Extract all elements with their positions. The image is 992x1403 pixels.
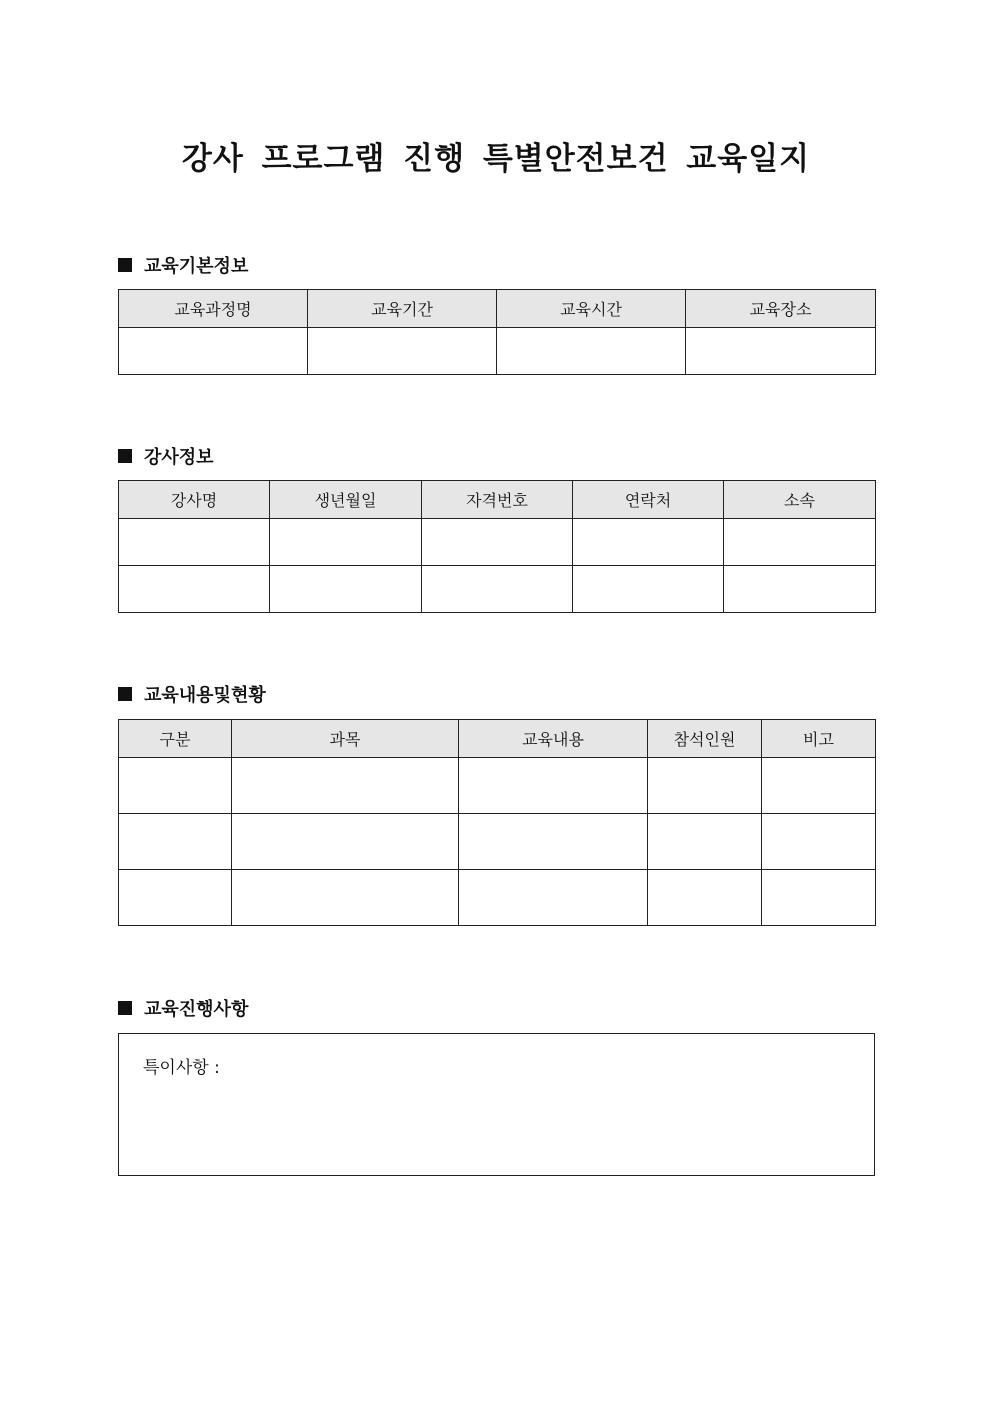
table-row bbox=[119, 814, 876, 870]
table-cell[interactable] bbox=[648, 814, 762, 870]
square-bullet-icon bbox=[118, 449, 132, 463]
instructor-info-table bbox=[118, 480, 876, 613]
table-cell[interactable] bbox=[119, 328, 308, 375]
table-cell[interactable] bbox=[724, 566, 876, 613]
square-bullet-icon bbox=[118, 1001, 132, 1015]
table-cell[interactable] bbox=[573, 519, 724, 566]
section-title: 교육내용및현황 bbox=[144, 685, 266, 706]
section-heading-progress-notes bbox=[118, 996, 248, 1020]
section-heading-content-status bbox=[118, 682, 266, 706]
column-header: 참석인원 bbox=[648, 720, 762, 758]
column-header: 강사명 bbox=[119, 481, 270, 519]
table-cell[interactable] bbox=[762, 814, 876, 870]
table-cell[interactable] bbox=[232, 814, 459, 870]
document-title: 강사 프로그램 진행 특별안전보건 교육일지 bbox=[181, 141, 811, 177]
column-header: 연락처 bbox=[573, 481, 724, 519]
column-header: 교육내용 bbox=[459, 720, 648, 758]
special-notes-label: 특이사항 : bbox=[143, 1058, 220, 1078]
column-header: 교육시간 bbox=[497, 290, 686, 328]
table-row bbox=[119, 519, 876, 566]
table-cell[interactable] bbox=[308, 328, 497, 375]
column-header: 소속 bbox=[724, 481, 876, 519]
column-header: 교육장소 bbox=[686, 290, 876, 328]
column-header: 과목 bbox=[232, 720, 459, 758]
table-cell[interactable] bbox=[459, 870, 648, 926]
table-header-row bbox=[119, 481, 876, 519]
content-status-table bbox=[118, 719, 876, 926]
column-header: 생년월일 bbox=[270, 481, 422, 519]
table-cell[interactable] bbox=[648, 758, 762, 814]
column-header: 구분 bbox=[119, 720, 232, 758]
table-header-row bbox=[119, 290, 876, 328]
table-cell[interactable] bbox=[648, 870, 762, 926]
table-row bbox=[119, 870, 876, 926]
column-header: 자격번호 bbox=[422, 481, 573, 519]
basic-info-table bbox=[118, 289, 876, 375]
table-row bbox=[119, 566, 876, 613]
table-cell[interactable] bbox=[119, 566, 270, 613]
table-cell[interactable] bbox=[119, 519, 270, 566]
section-heading-basic-info bbox=[118, 253, 248, 277]
section-title: 강사정보 bbox=[144, 447, 214, 468]
table-cell[interactable] bbox=[573, 566, 724, 613]
section-title: 교육진행사항 bbox=[144, 999, 249, 1020]
table-cell[interactable] bbox=[422, 519, 573, 566]
table-cell[interactable] bbox=[762, 870, 876, 926]
table-cell[interactable] bbox=[686, 328, 876, 375]
table-cell[interactable] bbox=[270, 566, 422, 613]
table-cell[interactable] bbox=[422, 566, 573, 613]
table-cell[interactable] bbox=[119, 870, 232, 926]
table-cell[interactable] bbox=[119, 758, 232, 814]
table-cell[interactable] bbox=[497, 328, 686, 375]
table-cell[interactable] bbox=[270, 519, 422, 566]
column-header: 교육기간 bbox=[308, 290, 497, 328]
column-header: 교육과정명 bbox=[119, 290, 308, 328]
table-cell[interactable] bbox=[232, 758, 459, 814]
table-cell[interactable] bbox=[762, 758, 876, 814]
table-header-row bbox=[119, 720, 876, 758]
table-cell[interactable] bbox=[119, 814, 232, 870]
table-cell[interactable] bbox=[232, 870, 459, 926]
square-bullet-icon bbox=[118, 687, 132, 701]
special-notes-box[interactable] bbox=[118, 1033, 875, 1176]
section-title: 교육기본정보 bbox=[144, 256, 249, 277]
table-cell[interactable] bbox=[459, 758, 648, 814]
section-heading-instructor-info bbox=[118, 444, 214, 468]
table-cell[interactable] bbox=[724, 519, 876, 566]
square-bullet-icon bbox=[118, 258, 132, 272]
column-header: 비고 bbox=[762, 720, 876, 758]
table-cell[interactable] bbox=[459, 814, 648, 870]
table-row bbox=[119, 758, 876, 814]
table-row bbox=[119, 328, 876, 375]
